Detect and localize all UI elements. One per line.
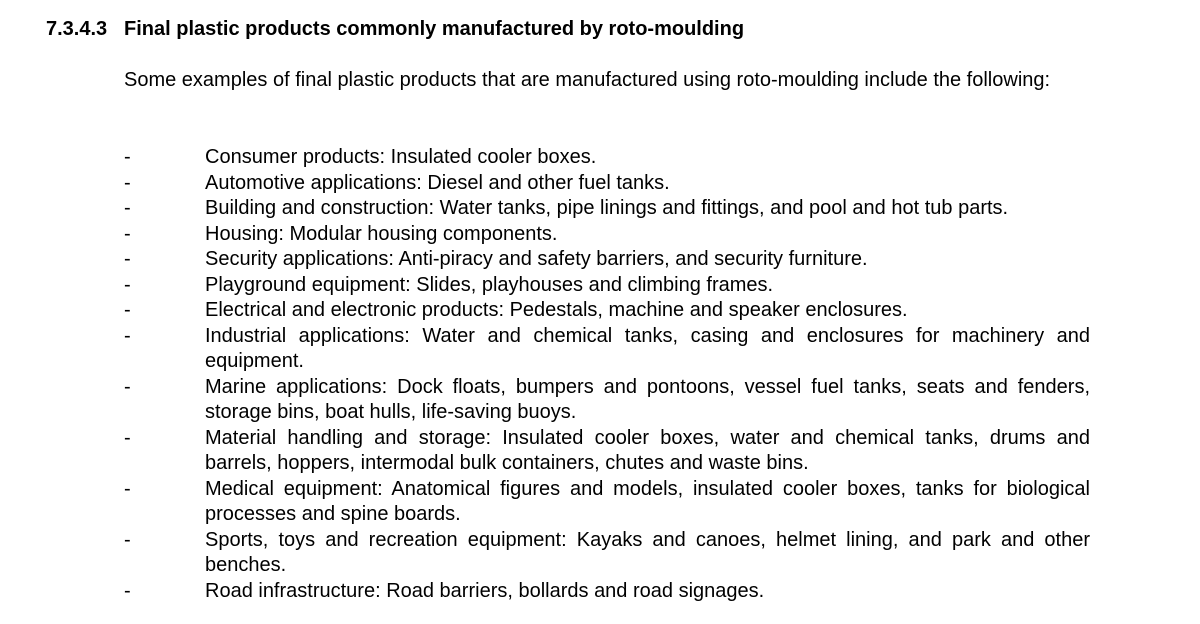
- list-item: [0, 247, 1200, 273]
- product-list: [0, 145, 1200, 604]
- list-bullet: -: [124, 324, 131, 347]
- list-bullet: -: [124, 426, 131, 449]
- list-item: [0, 273, 1200, 299]
- list-item-text: Industrial applications: Water and chemical tanks, casing and enclosures for machinery and equipment.: [205, 324, 1090, 372]
- list-item-text: Sports, toys and recreation equipment: Kayaks and canoes, helmet lining, and park and other benches.: [205, 528, 1090, 576]
- list-item: [0, 222, 1200, 248]
- list-item-text: Automotive applications: Diesel and other fuel tanks.: [205, 171, 670, 194]
- list-item-text: Housing: Modular housing components.: [205, 222, 558, 245]
- list-item: [0, 426, 1200, 477]
- list-item: [0, 171, 1200, 197]
- list-item-text: Playground equipment: Slides, playhouses and climbing frames.: [205, 273, 774, 296]
- list-item-text: Electrical and electronic products: Pedestals, machine and speaker enclosures.: [205, 299, 908, 321]
- list-bullet: -: [124, 222, 131, 245]
- list-item-text: Security applications: Anti-piracy and safety barriers, and security furniture.: [205, 248, 868, 270]
- list-bullet: -: [124, 146, 131, 168]
- list-item-text: Material handling and storage: Insulated cooler boxes, water and chemical tanks, drums and barrels, hoppers, intermodal bulk containers, chutes and waste bins.: [205, 426, 1090, 474]
- list-item: [0, 477, 1200, 528]
- list-bullet: -: [124, 375, 131, 398]
- list-bullet: -: [124, 528, 131, 551]
- list-bullet: -: [124, 299, 131, 321]
- list-item: [0, 579, 1200, 605]
- list-item: [0, 324, 1200, 375]
- list-item-text: Building and construction: Water tanks, pipe linings and fittings, and pool and hot tub parts.: [205, 197, 1009, 219]
- list-bullet: -: [124, 171, 131, 194]
- list-bullet: -: [124, 273, 131, 296]
- section-title: Final plastic products commonly manufactured by roto-moulding: [124, 18, 745, 40]
- intro-paragraph: Some examples of final plastic products that are manufactured using roto-moulding include the following:: [124, 69, 1051, 91]
- list-item: [0, 145, 1200, 171]
- list-item-text: Marine applications: Dock floats, bumpers and pontoons, vessel fuel tanks, seats and fenders, storage bins, boat hulls, life-saving buoys.: [205, 375, 1090, 423]
- list-item-text: Medical equipment: Anatomical figures and models, insulated cooler boxes, tanks for biological processes and spine boards.: [205, 477, 1090, 525]
- list-bullet: -: [124, 197, 131, 219]
- list-item: [0, 196, 1200, 222]
- list-bullet: -: [124, 477, 131, 500]
- list-item: [0, 375, 1200, 426]
- section-heading: [46, 16, 744, 42]
- section-number: 7.3.4.3: [46, 18, 108, 40]
- list-item: [0, 298, 1200, 324]
- list-bullet: -: [124, 579, 131, 602]
- list-item-text: Road infrastructure: Road barriers, bollards and road signages.: [205, 579, 765, 602]
- list-item-text: Consumer products: Insulated cooler boxes.: [205, 146, 597, 168]
- list-item: [0, 528, 1200, 579]
- list-bullet: -: [124, 248, 131, 270]
